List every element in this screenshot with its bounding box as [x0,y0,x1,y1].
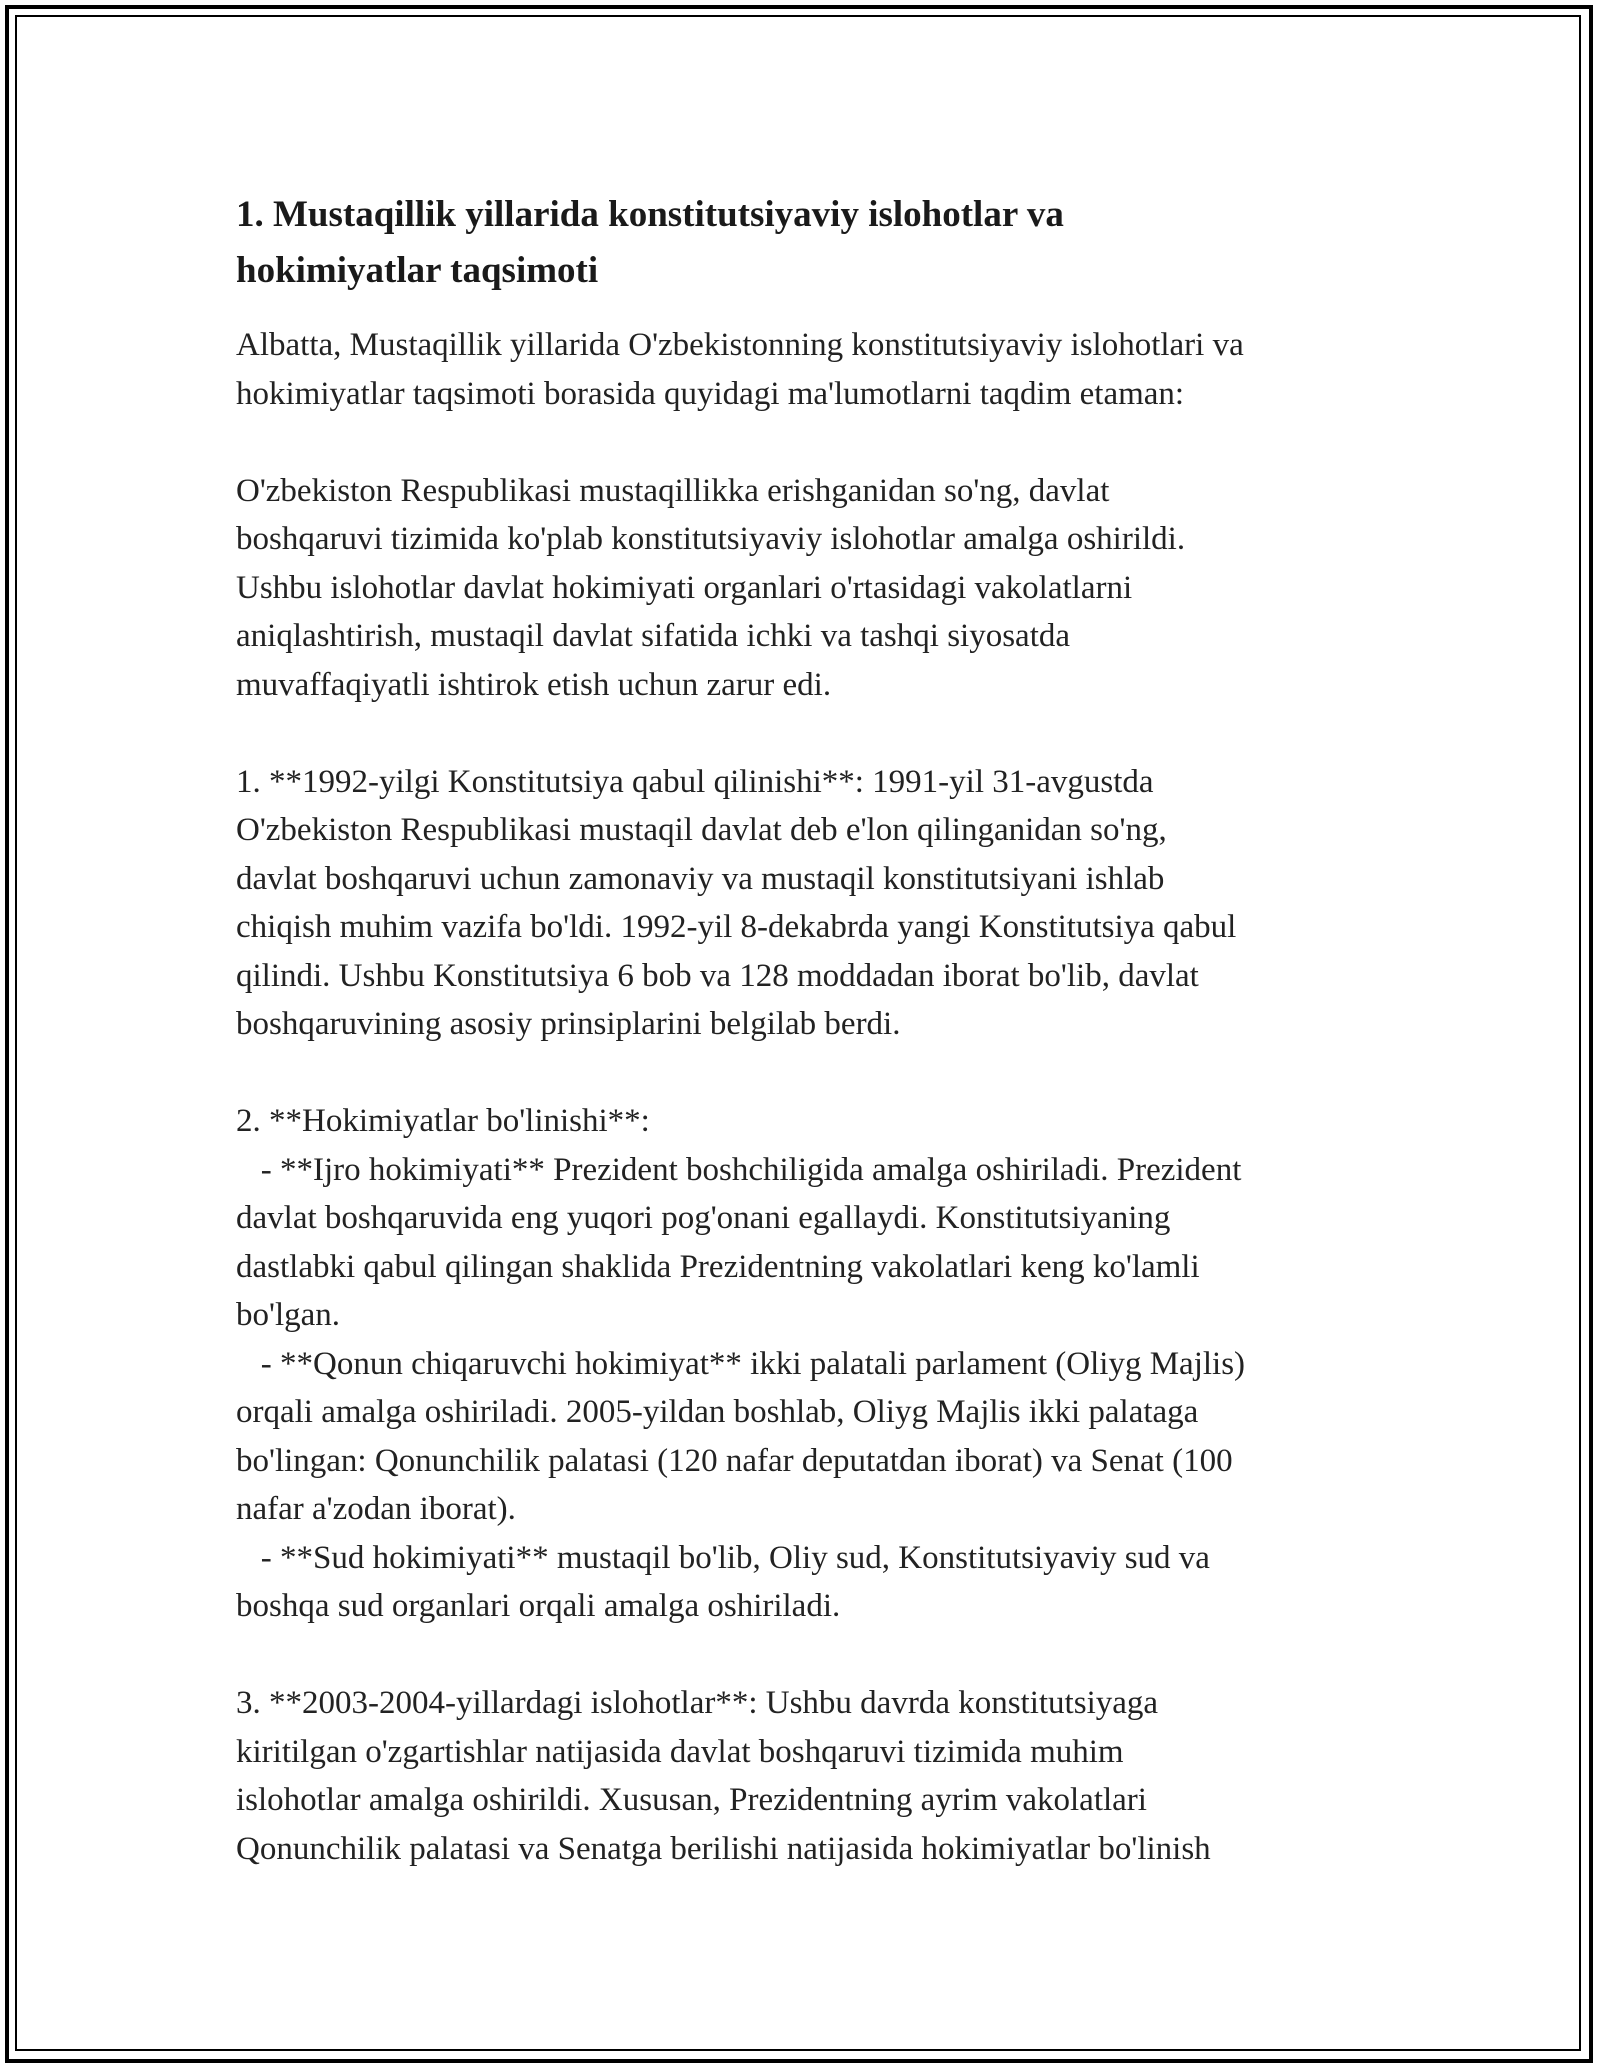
document-body [236,187,1416,1922]
paragraph-line: Albatta, Mustaqillik yillarida O'zbekistonning konstitutsiyaviy islohotlari va [236,327,1244,363]
paragraph-line: - **Sud hokimiyati** mustaqil bo'lib, Oliy sud, Konstitutsiyaviy sud va [236,1539,1210,1576]
paragraph-overview [236,467,1416,710]
paragraph-item-1 [236,758,1416,1049]
paragraph-line: muvaffaqiyatli ishtirok etish uchun zarur edi. [236,666,832,703]
heading-line: hokimiyatlar taqsimoti [236,250,599,291]
paragraph-line: kiritilgan o'zgartishlar natijasida davlat boshqaruvi tizimida muhim [236,1733,1124,1770]
paragraph-line: hokimiyatlar taqsimoti borasida quyidagi ma'lumotlarni taqdim etaman: [236,375,1185,412]
paragraph-line: boshqaruvining asosiy prinsiplarini belgilab berdi. [236,1006,901,1042]
paragraph-line: orqali amalga oshiriladi. 2005-yildan boshlab, Oliyg Majlis ikki palataga [236,1394,1199,1430]
paragraph-line: chiqish muhim vazifa bo'ldi. 1992-yil 8-dekabrda yangi Konstitutsiya qabul [236,909,1237,945]
paragraph-line: qilindi. Ushbu Konstitutsiya 6 bob va 128 moddadan iborat bo'lib, davlat [236,957,1199,994]
paragraph-line: Qonunchilik palatasi va Senatga berilishi natijasida hokimiyatlar bo'linish [236,1830,1211,1867]
paragraph-line: - **Qonun chiqaruvchi hokimiyat** ikki palatali parlament (Oliyg Majlis) [236,1345,1246,1382]
paragraph-line: Ushbu islohotlar davlat hokimiyati organlari o'rtasidagi vakolatlarni [236,569,1133,606]
paragraph-item-2 [236,1097,1416,1631]
paragraph-line: islohotlar amalga oshirildi. Xususan, Prezidentning ayrim vakolatlari [236,1782,1147,1818]
paragraph-line: davlat boshqaruvida eng yuqori pog'onani egallaydi. Konstitutsiyaning [236,1200,1171,1236]
paragraph-line: bo'lgan. [236,1297,341,1333]
paragraph-intro [236,321,1416,418]
paragraph-line: 1. **1992-yilgi Konstitutsiya qabul qilinishi**: 1991-yil 31-avgustda [236,763,1154,800]
document-heading [236,187,1416,299]
paragraph-line: nafar a'zodan iborat). [236,1491,516,1527]
paragraph-line: davlat boshqaruvi uchun zamonaviy va mustaqil konstitutsiyani ishlab [236,860,1165,897]
paragraph-line: 3. **2003-2004-yillardagi islohotlar**: Ushbu davrda konstitutsiyaga [236,1685,1159,1721]
paragraph-line: - **Ijro hokimiyati** Prezident boshchiligida amalga oshiriladi. Prezident [236,1151,1242,1188]
paragraph-line: O'zbekiston Respublikasi mustaqil davlat deb e'lon qilinganidan so'ng, [236,812,1167,848]
paragraph-line: 2. **Hokimiyatlar bo'linishi**: [236,1103,650,1139]
paragraph-line: aniqlashtirish, mustaqil davlat sifatida ichki va tashqi siyosatda [236,618,1071,654]
paragraph-line: bo'lingan: Qonunchilik palatasi (120 nafar deputatdan iborat) va Senat (100 [236,1442,1233,1479]
paragraph-item-3 [236,1679,1416,1873]
paragraph-line: O'zbekiston Respublikasi mustaqillikka erishganidan so'ng, davlat [236,472,1110,509]
paragraph-line: boshqaruvi tizimida ko'plab konstitutsiyaviy islohotlar amalga oshirildi. [236,521,1186,557]
paragraph-line: dastlabki qabul qilingan shaklida Prezidentning vakolatlari keng ko'lamli [236,1248,1200,1285]
paragraph-line: boshqa sud organlari orqali amalga oshiriladi. [236,1588,841,1624]
heading-line: 1. Mustaqillik yillarida konstitutsiyaviy islohotlar va [236,194,1064,235]
